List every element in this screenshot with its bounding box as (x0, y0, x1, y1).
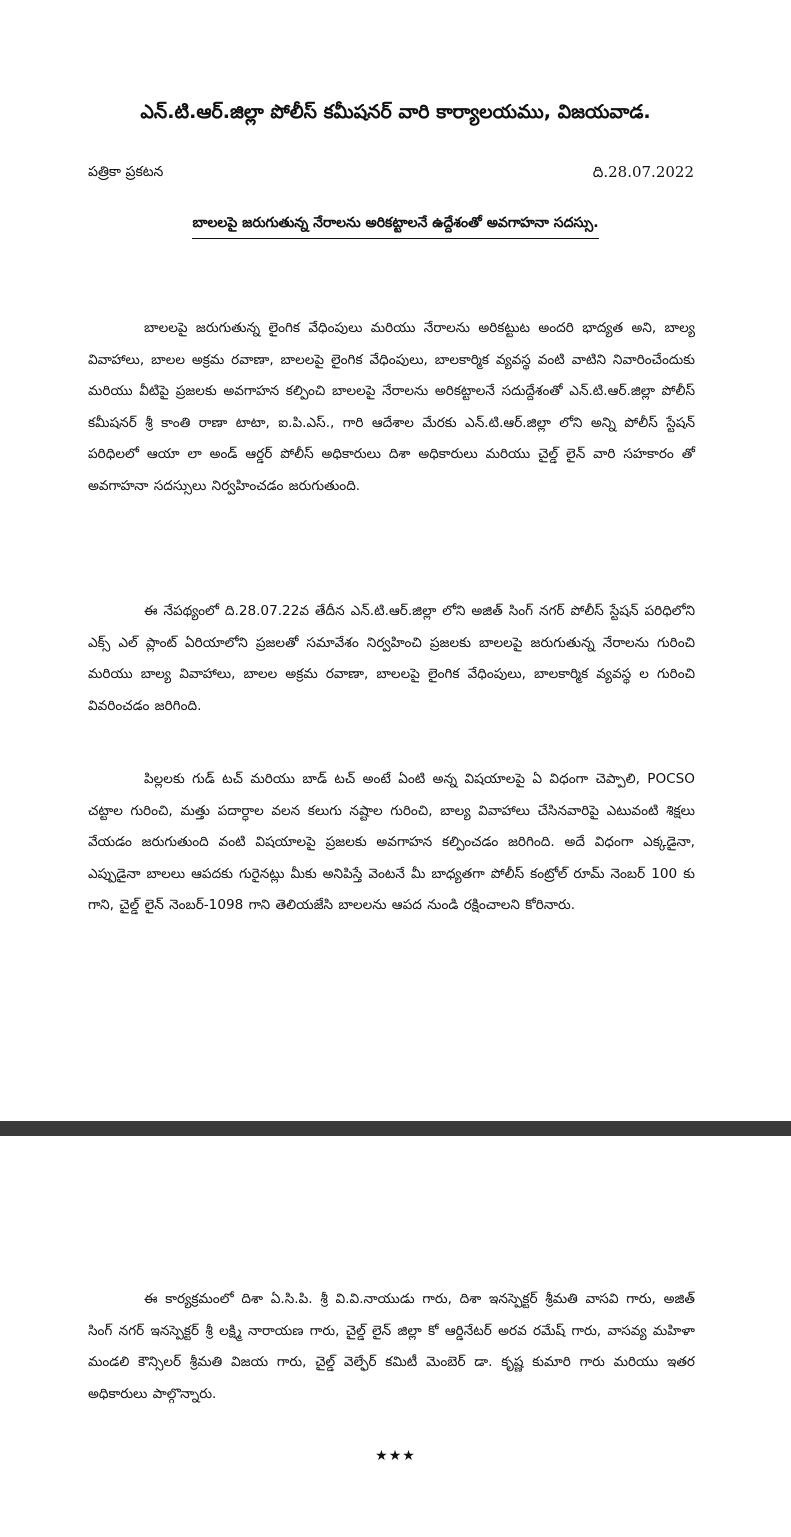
body-paragraph-2: ఈ నేపథ్యంలో ది.28.07.22వ తేదీన ఎన్.టి.ఆర్.జిల్లా లోని అజిత్ సింగ్ నగర్ పోలీస్ స్టేషన్ పరిధిలోని ఎక్స్ ఎల్ ప్లాంట్ ఏరియాలోని ప్రజలతో సమావేశం నిర్వహించి ప్రజలకు బాలలపై జరుగుతున్న నేరాలను గురించి మరియు బాల్య వివాహాలు, బాలల అక్రమ రవాణా, బాలలపై లైంగిక వేధింపులు, బాలకార్మిక వ్యవస్థ ల గురించి వివరించడం జరిగింది. (88, 603, 695, 714)
page-break-separator (0, 1121, 791, 1136)
end-mark-stars: ★★★ (375, 1448, 416, 1464)
subject-text: బాలలపై జరుగుతున్న నేరాలను అరికట్టాలనే ఉద్దేశంతో అవగాహనా సదస్సు. (192, 210, 598, 239)
body-paragraph-1: బాలలపై జరుగుతున్న లైంగిక వేధింపులు మరియు నేరాలను అరికట్టుట అందరి భాద్యత అని, బాల్య వివాహాలు, బాలల అక్రమ రవాణా, బాలలపై లైంగిక వేధింపులు, బాలకార్మిక వ్యవస్థ వంటి వాటిని నివారించేందుకు మరియు వీటిపై ప్రజలకు అవగాహన కల్పించి బాలలపై నేరాలను అరికట్టాలనే సదుద్దేశంతో ఎన్.టి.ఆర్.జిల్లా పోలీస్ కమీషనర్ శ్రీ కాంతి రాణా టాటా, ఐ.పి.ఎస్., గారి ఆదేశాల మేరకు ఎన్.టి.ఆర్.జిల్లా లోని అన్ని పోలీస్ స్టేషన్ పరిధిలలో ఆయా లా అండ్ ఆర్డర్ పోలీస్ అధికారులు దిశా అధికారులు మరియు చైల్డ్ లైన్ వారి సహకారం తో అవగాహనా సదస్సులు నిర్వహించడం జరుగుతుంది. (88, 320, 695, 494)
press-release-label: పత్రికా ప్రకటన (88, 164, 164, 180)
subject-line (120, 210, 671, 239)
press-meta-row (88, 158, 694, 186)
document-title: ఎన్.టి.ఆర్.జిల్లా పోలీస్ కమీషనర్ వారి కార్యాలయము, విజయవాడ. (140, 101, 651, 123)
body-paragraph-4: ఈ కార్యక్రమంలో దిశా ఏ.సి.పి. శ్రీ వి.వి.నాయుడు గారు, దిశా ఇనస్పెక్టర్ శ్రీమతి వాసవి గారు, అజిత్ సింగ్ నగర్ ఇనస్పెక్టర్ శ్రీ లక్ష్మి నారాయణ గారు, చైల్డ్ లైన్ జిల్లా కో ఆర్డినేటర్ అరవ రమేష్ గారు, వాసవ్య మహిళా మండలి కౌన్సిలర్ శ్రీమతి విజయ గారు, చైల్డ్ వెల్ఫేర్ కమిటీ మెంబెర్ డా. కృష్ణ కుమారి గారు మరియు ఇతర అధికారులు పాల్గొన్నారు. (88, 1291, 695, 1402)
press-release-date: ది.28.07.2022 (592, 163, 694, 181)
body-paragraph-3: పిల్లలకు గుడ్ టచ్ మరియు బాడ్ టచ్ అంటే ఏంటి అన్న విషయాలపై ఏ విధంగా చెప్పాలి, POCSO చట్టాల గురించి, మత్తు పదార్ధాల వలన కలుగు నష్టాల గురించి, బాల్య వివాహాలు చేసినవారిపై ఎటువంటి శిక్షలు వేయడం జరుగుతుంది వంటి విషయాలపై ప్రజలకు అవగాహన కల్పించడం జరిగింది. అదే విధంగా ఎక్కడైనా, ఎప్పుడైనా బాలలు ఆపదకు గురైనట్లు మీకు అనిపిస్తే వెంటనే మీ బాధ్యతగా పోలీస్ కంట్రోల్ రూమ్ నెంబర్ 100 కు గాని, చైల్డ్ లైన్ నెంబర్-1098 గాని తెలియజేసి బాలలను ఆపద నుండి రక్షించాలని కోరినారు. (88, 771, 695, 914)
